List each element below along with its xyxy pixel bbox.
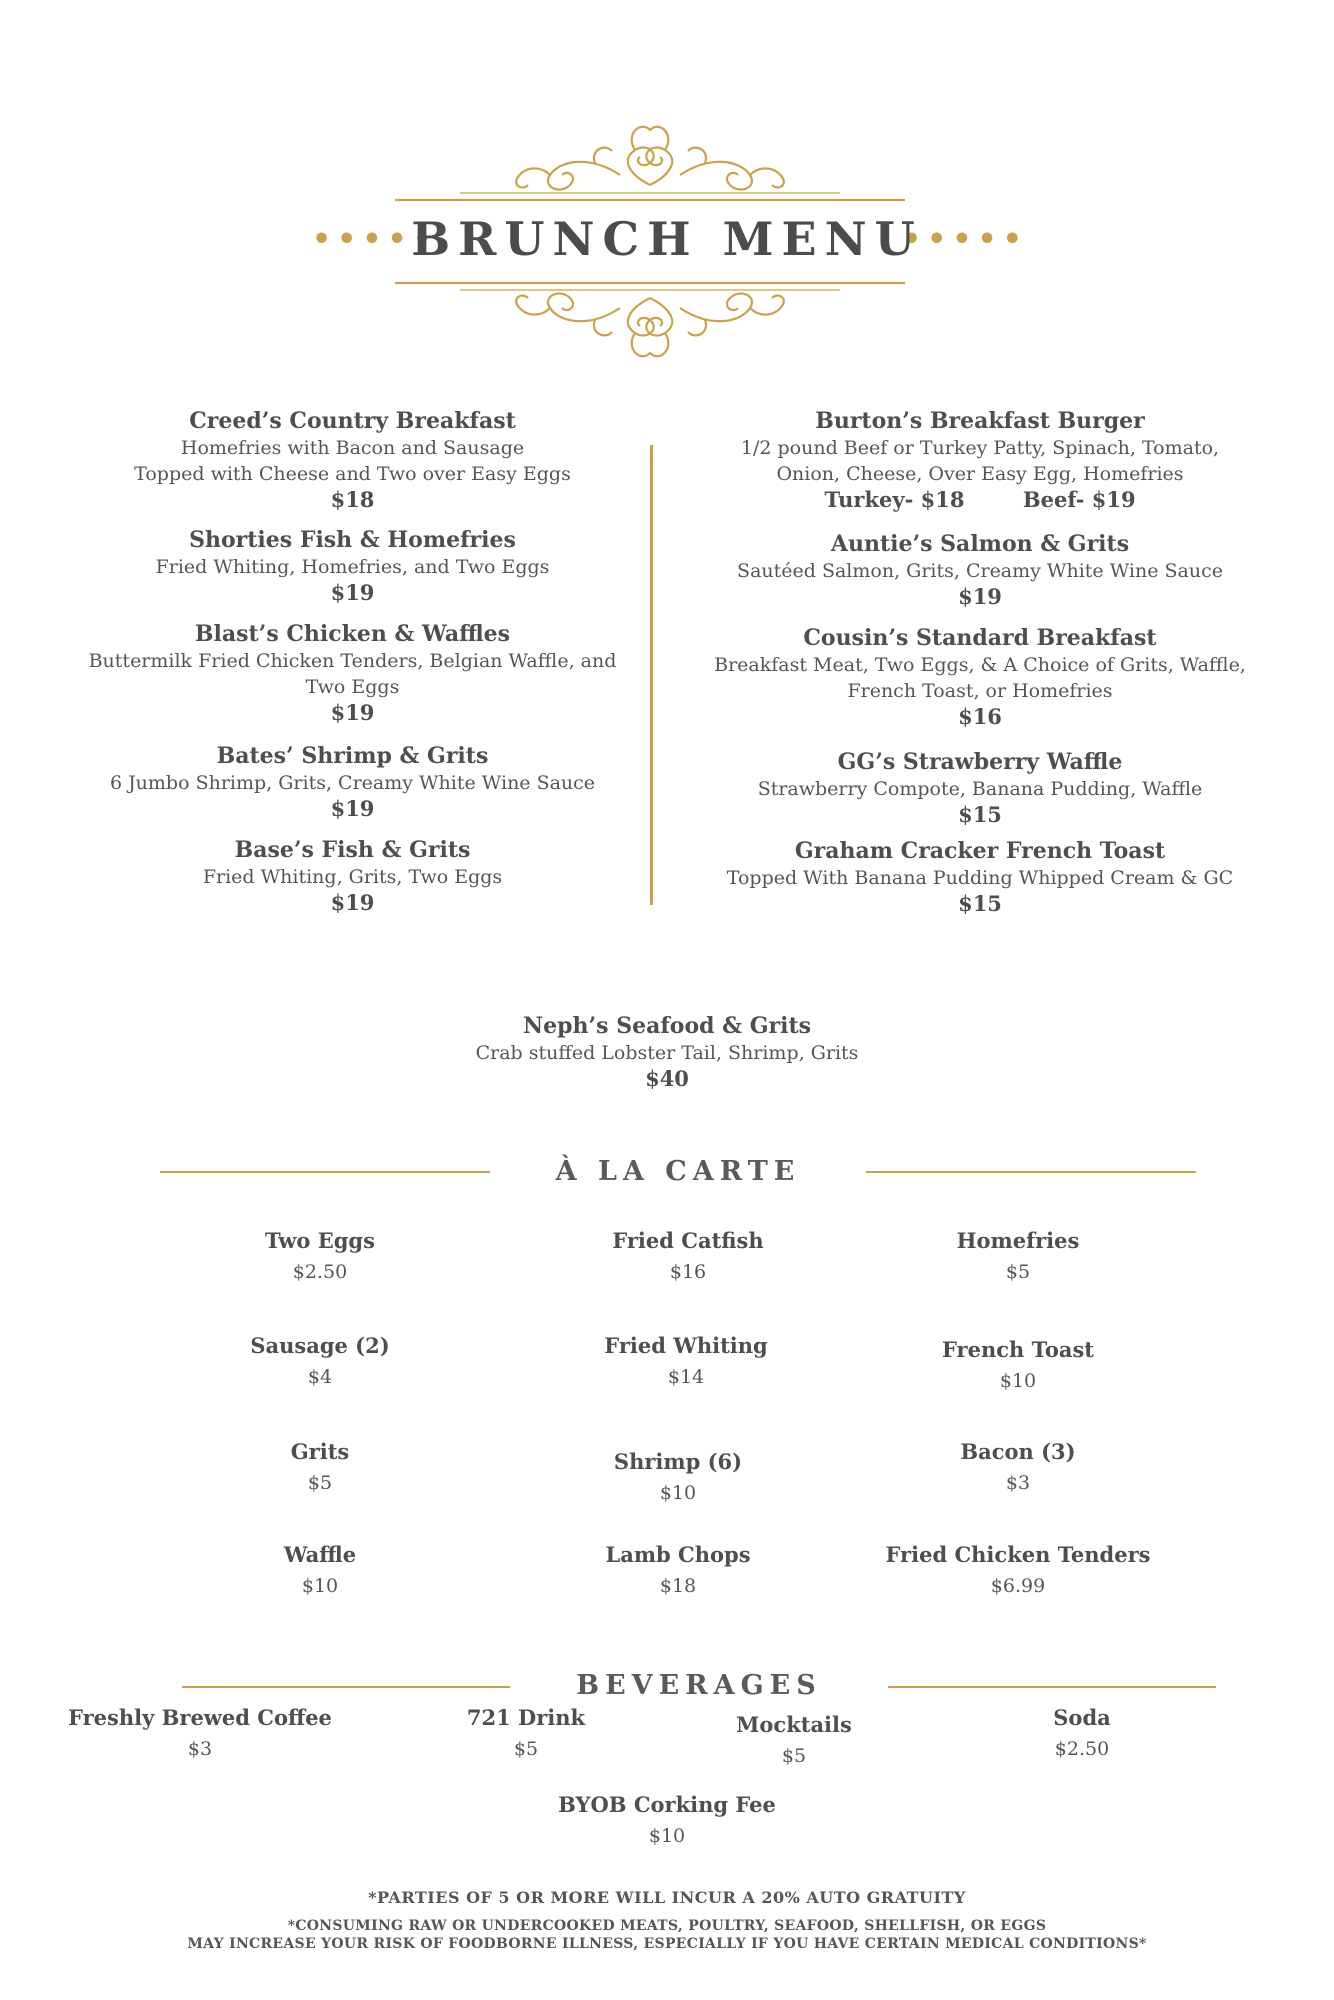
item-name: Burton’s Breakfast Burger [815, 408, 1145, 434]
menu-item [80, 407, 625, 513]
item-name: Grits [290, 1439, 350, 1464]
item-price: $15 [958, 802, 1002, 827]
item-desc: Two Eggs [305, 676, 400, 698]
item-price: $15 [958, 891, 1002, 916]
item-name: Waffle [283, 1542, 357, 1567]
item-price: $2.50 [292, 1261, 348, 1283]
menu-item [80, 620, 625, 726]
a-la-carte-item [568, 1228, 808, 1283]
item-price: $4 [307, 1366, 333, 1388]
item-name: Mocktails [736, 1712, 852, 1737]
item-desc: Crab stuffed Lobster Tail, Shrimp, Grits [475, 1042, 859, 1064]
item-name: Homefries [956, 1228, 1080, 1253]
item-price: $18 [659, 1575, 697, 1597]
item-price: $10 [659, 1482, 697, 1504]
item-price: $19 [330, 890, 375, 915]
item-price: $5 [781, 1745, 807, 1767]
item-name: Graham Cracker French Toast [794, 838, 1166, 864]
a-la-carte-item [898, 1228, 1138, 1283]
item-price: $5 [307, 1472, 333, 1494]
menu-item [80, 836, 625, 916]
item-price: $19 [330, 796, 375, 821]
a-la-carte-item [898, 1337, 1138, 1392]
item-name: French Toast [942, 1337, 1094, 1362]
item-desc: Topped With Banana Pudding Whipped Cream & GC [726, 867, 1234, 889]
item-desc: 6 Jumbo Shrimp, Grits, Creamy White Wine Sauce [109, 772, 596, 794]
item-name: Lamb Chops [605, 1542, 751, 1567]
a-la-carte-item [868, 1542, 1168, 1597]
section-title-a-la-carte: À LA CARTE [555, 1156, 801, 1187]
food-warning-line2: MAY INCREASE YOUR RISK OF FOODBORNE ILLNESS, ESPECIALLY IF YOU HAVE CERTAIN MEDICAL CONDITIONS* [187, 1936, 1147, 1952]
page-title: BRUNCH MENU [411, 212, 923, 266]
item-name: Shrimp (6) [613, 1449, 743, 1474]
item-name: Neph’s Seafood & Grits [523, 1013, 811, 1039]
gratuity-note: *PARTIES OF 5 OR MORE WILL INCUR A 20% AUTO GRATUITY [368, 1888, 966, 1907]
ornament-bottom-icon [390, 278, 910, 368]
title-right-dots: ••••• [902, 222, 1028, 257]
item-name: Fried Catfish [612, 1228, 764, 1253]
item-desc: Fried Whiting, Grits, Two Eggs [202, 866, 503, 888]
food-warning-line1: *CONSUMING RAW OR UNDERCOOKED MEATS, POULTRY, SEAFOOD, SHELLFISH, OR EGGS [287, 1918, 1047, 1934]
ornament-top-icon [390, 115, 910, 215]
item-price: $5 [1005, 1261, 1031, 1283]
beverage-item [60, 1705, 340, 1760]
item-name: GG’s Strawberry Waffle [837, 749, 1123, 775]
item-price: $10 [301, 1575, 339, 1597]
item-price: $16 [958, 704, 1002, 729]
item-price: $18 [330, 487, 375, 512]
a-la-carte-item [558, 1449, 798, 1504]
item-name: Bates’ Shrimp & Grits [216, 743, 489, 769]
item-desc: Homefries with Bacon and Sausage [180, 437, 525, 459]
menu-item [700, 748, 1260, 828]
item-name: Auntie’s Salmon & Grits [830, 531, 1130, 557]
menu-item [80, 742, 625, 822]
featured-item [367, 1012, 967, 1092]
beverage-item [982, 1705, 1182, 1760]
item-price: $5 [513, 1738, 539, 1760]
item-desc: Breakfast Meat, Two Eggs, & A Choice of Grits, Waffle, [714, 654, 1246, 676]
item-desc: Strawberry Compote, Banana Pudding, Waffle [757, 778, 1203, 800]
section-rule-right [888, 1686, 1216, 1688]
menu-item [700, 407, 1260, 513]
item-name: Fried Chicken Tenders [885, 1542, 1151, 1567]
column-divider [650, 445, 653, 905]
item-price: $2.50 [1054, 1738, 1110, 1760]
item-desc: 1/2 pound Beef or Turkey Patty, Spinach, Tomato, [740, 437, 1220, 459]
item-desc: Sautéed Salmon, Grits, Creamy White Wine Sauce [737, 560, 1223, 582]
a-la-carte-item [566, 1333, 806, 1388]
item-price: Turkey- $18 Beef- $19 [824, 487, 1136, 512]
item-name: Shorties Fish & Homefries [189, 527, 516, 553]
item-price: $10 [999, 1370, 1037, 1392]
section-rule-left [182, 1686, 510, 1688]
item-name: Blast’s Chicken & Waffles [194, 621, 511, 647]
item-name: Fried Whiting [604, 1333, 768, 1358]
item-price: $10 [648, 1825, 686, 1847]
item-price: $19 [330, 700, 375, 725]
a-la-carte-item [200, 1333, 440, 1388]
section-rule-left [160, 1171, 490, 1173]
beverage-item [517, 1792, 817, 1847]
item-desc: French Toast, or Homefries [847, 680, 1113, 702]
section-rule-right [866, 1171, 1196, 1173]
item-name: Creed’s Country Breakfast [189, 408, 516, 434]
menu-item [80, 526, 625, 606]
beverage-item [426, 1705, 626, 1760]
item-name: Sausage (2) [250, 1333, 390, 1358]
item-name: Two Eggs [265, 1228, 375, 1253]
item-desc: Topped with Cheese and Two over Easy Eggs [134, 463, 571, 485]
a-la-carte-item [200, 1542, 440, 1597]
item-desc: Buttermilk Fried Chicken Tenders, Belgian Waffle, and [88, 650, 617, 672]
menu-item [700, 530, 1260, 610]
item-price: $14 [667, 1366, 705, 1388]
item-name: Freshly Brewed Coffee [68, 1705, 332, 1730]
item-name: 721 Drink [466, 1705, 586, 1730]
menu-item [700, 837, 1260, 917]
item-price: $40 [645, 1066, 689, 1091]
a-la-carte-item [220, 1228, 420, 1283]
a-la-carte-item [220, 1439, 420, 1494]
item-name: Cousin’s Standard Breakfast [803, 625, 1157, 651]
item-name: Bacon (3) [960, 1439, 1076, 1464]
menu-item [700, 624, 1260, 730]
section-title-beverages: BEVERAGES [576, 1670, 822, 1701]
title-left-dots: ••••• [312, 222, 438, 257]
item-name: BYOB Corking Fee [558, 1792, 776, 1817]
item-name: Base’s Fish & Grits [234, 837, 471, 863]
beverage-item [694, 1712, 894, 1767]
item-price: $16 [669, 1261, 707, 1283]
item-price: $19 [330, 580, 375, 605]
item-desc: Fried Whiting, Homefries, and Two Eggs [155, 556, 550, 578]
item-name: Soda [1053, 1705, 1111, 1730]
item-desc: Onion, Cheese, Over Easy Egg, Homefries [776, 463, 1184, 485]
item-price: $3 [1005, 1472, 1031, 1494]
item-price: $19 [958, 584, 1002, 609]
item-price: $3 [187, 1738, 213, 1760]
item-price: $6.99 [990, 1575, 1046, 1597]
a-la-carte-item [898, 1439, 1138, 1494]
a-la-carte-item [558, 1542, 798, 1597]
